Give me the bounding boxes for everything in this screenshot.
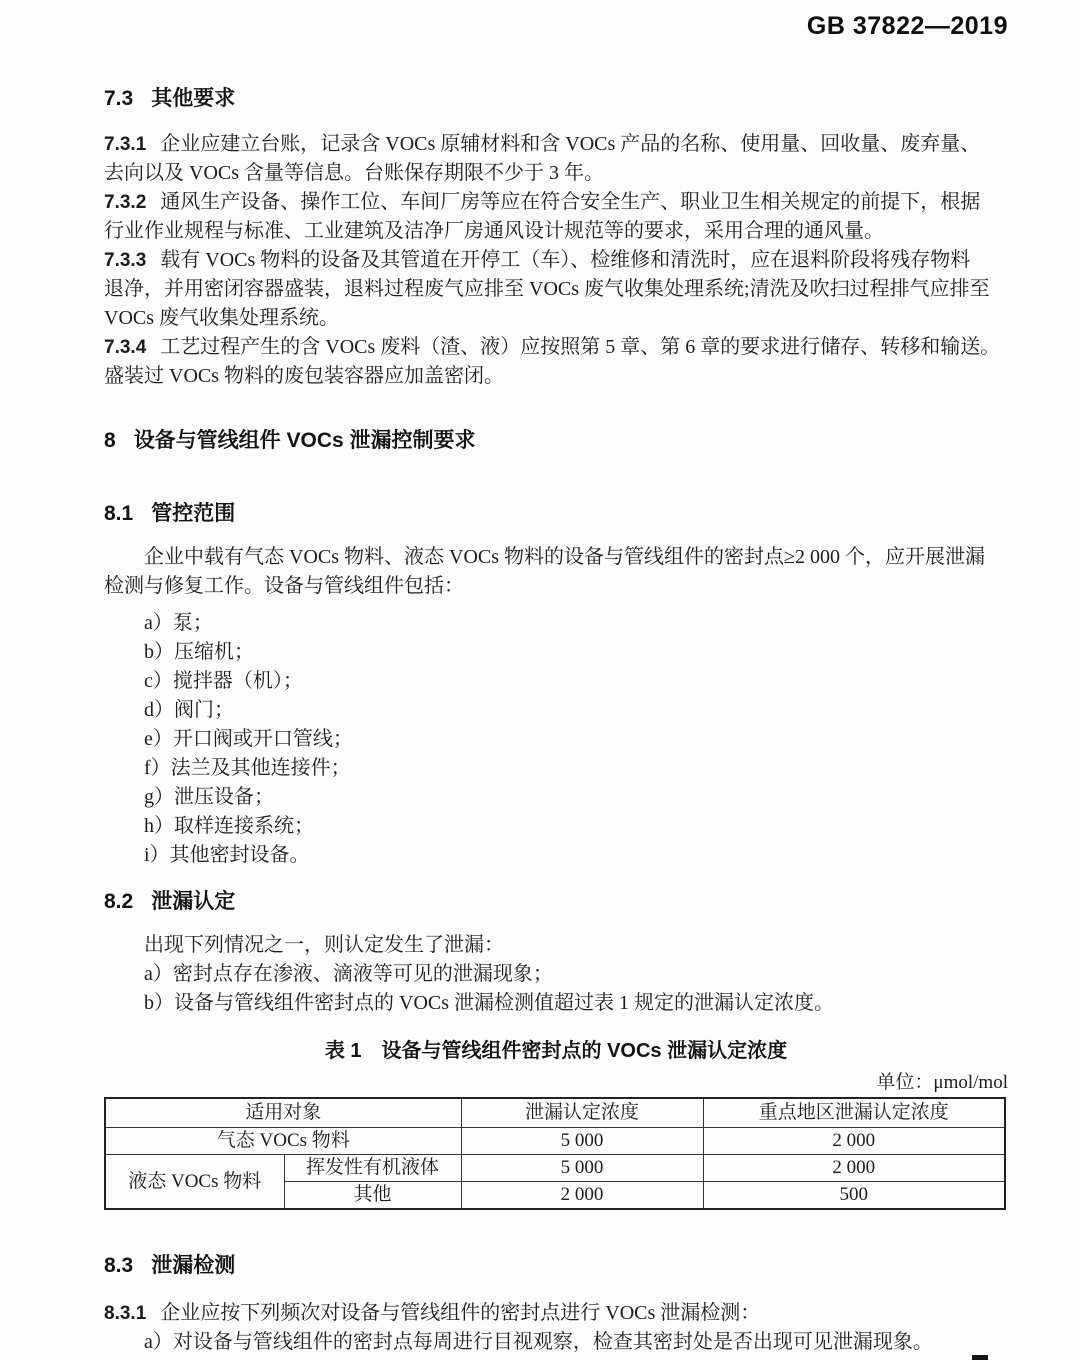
- list-item: d）阀门；: [144, 699, 234, 721]
- clause-text: 工艺过程产生的含 VOCs 废料（渣、液）应按照第 5 章、第 6 章的要求进行储存、转移和输送。: [160, 336, 1001, 358]
- section-7-3-title: 其他要求: [151, 87, 236, 110]
- list-item: b）压缩机；: [144, 641, 254, 663]
- clause-number: 8.3.1: [104, 1303, 147, 1324]
- section-8-3-title: 泄漏检测: [151, 1254, 236, 1277]
- clause-7-3-1-line: 去向以及 VOCs 含量等信息。台账保存期限不少于 3 年。: [104, 162, 605, 184]
- clause-7-3-2-line: [104, 188, 1008, 217]
- section-8-1-number: 8.1: [104, 502, 134, 525]
- section-8-number: 8: [104, 429, 116, 452]
- section-8-heading: [104, 427, 1008, 454]
- cell-gas-object: 气态 VOCs 物料: [105, 1128, 461, 1155]
- section-8-1-paragraph-line: 企业中载有气态 VOCs 物料、液态 VOCs 物料的设备与管线组件的密封点≥2 000 个，应开展泄漏: [144, 546, 985, 568]
- list-item: i）其他密封设备。: [144, 844, 310, 866]
- table-header-row: [105, 1098, 1005, 1128]
- section-8-2-title: 泄漏认定: [151, 890, 236, 913]
- list-item: c）搅拌器（机）；: [144, 670, 303, 692]
- section-8-2-number: 8.2: [104, 890, 134, 913]
- clause-8-3-1-item: a）对设备与管线组件的密封点每周进行目视观察，检查其密封处是否出现可见泄漏现象。: [144, 1331, 933, 1353]
- clause-7-3-3-line: VOCs 废气收集处理系统。: [104, 307, 340, 329]
- header-cell-limit: 泄漏认定浓度: [461, 1098, 703, 1128]
- section-7-3-number: 7.3: [104, 87, 134, 110]
- table-row: [105, 1128, 1005, 1155]
- cell-gas-limit: 5 000: [461, 1128, 703, 1155]
- section-8-1-paragraph-line: 检测与修复工作。设备与管线组件包括：: [104, 575, 464, 597]
- section-8-2-heading: [104, 888, 1008, 915]
- table-1-title: 表 1 设备与管线组件密封点的 VOCs 泄漏认定浓度: [324, 1040, 788, 1062]
- page-number-fragment: [972, 1355, 988, 1360]
- section-8-1-heading: [104, 500, 1008, 527]
- clause-number: 7.3.4: [104, 337, 147, 358]
- clause-7-3-3-line: 退净，并用密闭容器盛装，退料过程废气应排至 VOCs 废气收集处理系统;清洗及吹扫过程排气应排至: [104, 278, 990, 300]
- list-item: a）泵；: [144, 612, 213, 634]
- clause-8-3-1-line: [104, 1299, 1008, 1328]
- section-8-1-title: 管控范围: [151, 502, 236, 525]
- section-8-3-number: 8.3: [104, 1254, 134, 1277]
- clause-7-3-4-line: 盛装过 VOCs 物料的废包装容器应加盖密闭。: [104, 365, 505, 387]
- cell-volatile-limit: 5 000: [461, 1155, 703, 1182]
- section-8-3-heading: [104, 1252, 1008, 1279]
- standard-code: GB 37822—2019: [806, 12, 1008, 40]
- clause-number: 7.3.2: [104, 192, 147, 213]
- header-cell-object: 适用对象: [105, 1098, 461, 1128]
- section-8-2-item: b）设备与管线组件密封点的 VOCs 泄漏检测值超过表 1 规定的泄漏认定浓度。: [144, 992, 835, 1014]
- header-cell-key-region-limit: 重点地区泄漏认定浓度: [703, 1098, 1005, 1128]
- clause-7-3-3-line: [104, 246, 1008, 275]
- clause-7-3-2-line: 行业作业规程与标准、工业建筑及洁净厂房通风设计规范等的要求，采用合理的通风量。: [104, 220, 884, 242]
- clause-text: 企业应按下列频次对设备与管线组件的密封点进行 VOCs 泄漏检测：: [160, 1302, 761, 1324]
- list-item: f）法兰及其他连接件；: [144, 757, 351, 779]
- cell-gas-key-region-limit: 2 000: [703, 1128, 1005, 1155]
- section-7-3-heading: [104, 85, 1008, 112]
- clause-text: 企业应建立台账，记录含 VOCs 原辅材料和含 VOCs 产品的名称、使用量、回收量、废弃量、: [160, 133, 981, 155]
- clause-text: 通风生产设备、操作工位、车间厂房等应在符合安全生产、职业卫生相关规定的前提下，根据: [160, 191, 981, 213]
- clause-number: 7.3.1: [104, 134, 147, 155]
- table-1-unit-label: 单位：μmol/mol: [876, 1072, 1008, 1093]
- list-item: h）取样连接系统；: [144, 815, 314, 837]
- clause-7-3-1-line: [104, 130, 1008, 159]
- cell-liquid-object: 液态 VOCs 物料: [105, 1155, 284, 1210]
- section-8-2-paragraph-line: 出现下列情况之一，则认定发生了泄漏：: [144, 934, 504, 956]
- cell-volatile-key-region-limit: 2 000: [703, 1155, 1005, 1182]
- clause-7-3-4-line: [104, 333, 1008, 362]
- clause-number: 7.3.3: [104, 250, 147, 271]
- cell-volatile-label: 挥发性有机液体: [284, 1155, 461, 1182]
- cell-other-key-region-limit: 500: [703, 1182, 1005, 1210]
- table-1-leak-limits: [104, 1097, 1006, 1210]
- section-8-title: 设备与管线组件 VOCs 泄漏控制要求: [133, 429, 476, 452]
- list-item: e）开口阀或开口管线；: [144, 728, 353, 750]
- list-item: g）泄压设备；: [144, 786, 274, 808]
- section-8-2-item: a）密封点存在渗液、滴液等可见的泄漏现象；: [144, 963, 553, 985]
- clause-text: 载有 VOCs 物料的设备及其管道在开停工（车）、检维修和清洗时，应在退料阶段将残存物料: [160, 249, 971, 271]
- table-row: [105, 1155, 1005, 1182]
- cell-other-label: 其他: [284, 1182, 461, 1210]
- cell-other-limit: 2 000: [461, 1182, 703, 1210]
